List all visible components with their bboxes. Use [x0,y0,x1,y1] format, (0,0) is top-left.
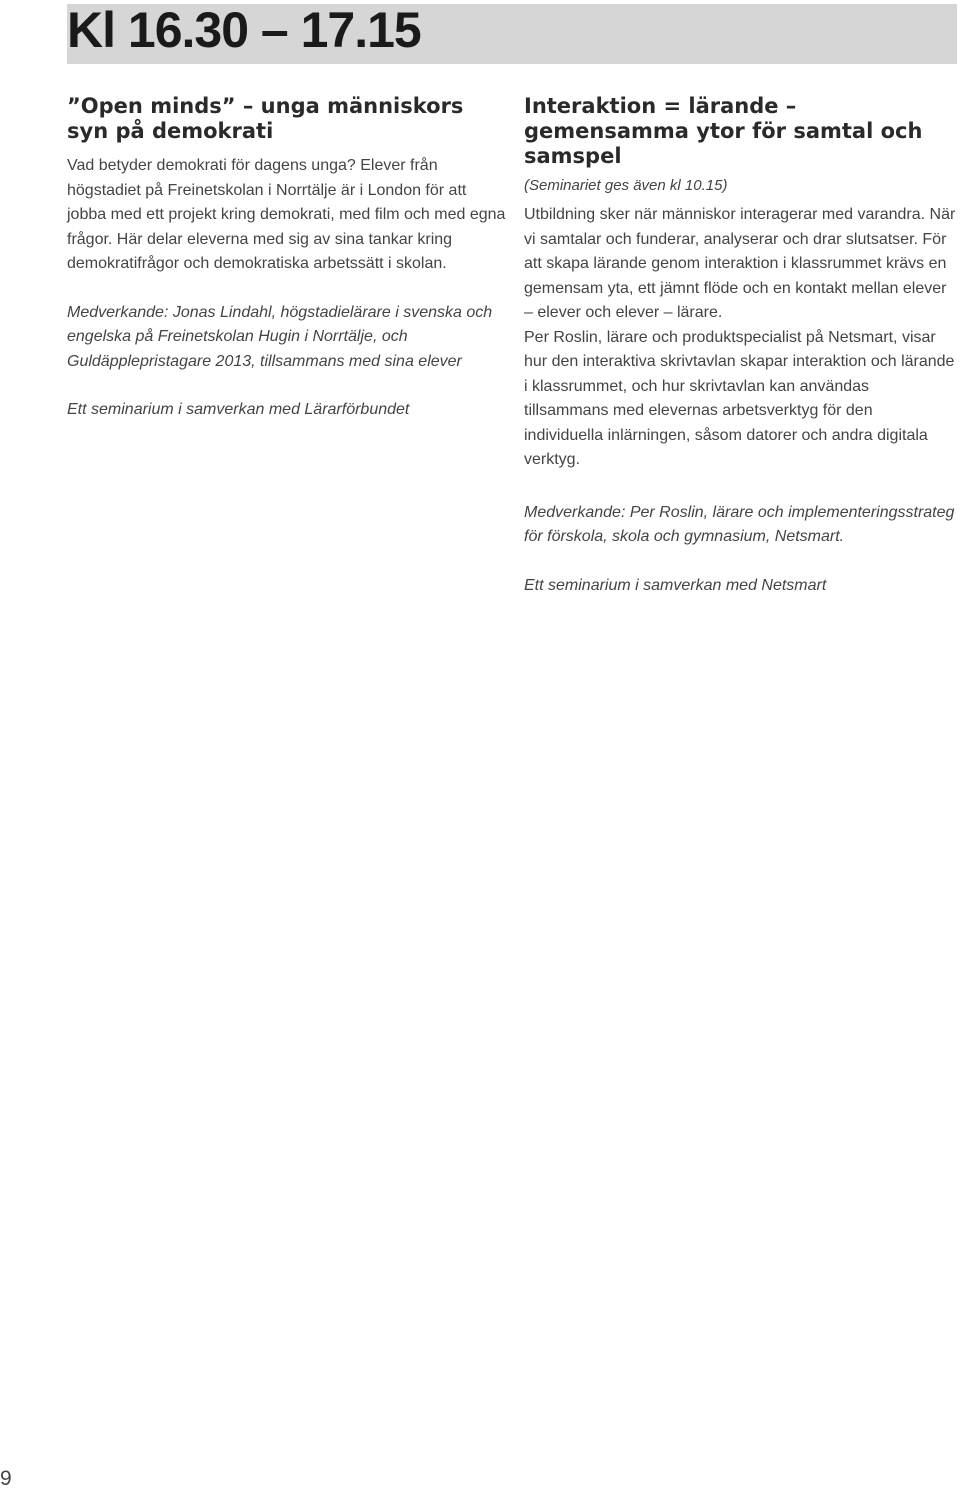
right-session-title: Interaktion = lärande – gemensamma ytor för samtal och samspel [524,94,923,168]
page-number: 9 [0,1467,12,1490]
left-session-partner: Ett seminarium i samverkan med Lärarförbundet [67,401,410,418]
right-session-note: (Seminariet ges även kl 10.15) [524,177,728,194]
right-session-paragraph-1: Utbildning sker när människor interagerar med varandra. När vi samtalar och funderar, analyserar och drar slutsatser. För att skapa lärande genom interaktion i klassrummet krävs en gemensam yta, ett jämnt flöde och en kontakt mellan elever – elever och elever – lärare. [524,206,956,321]
left-session-title: ”Open minds” – unga människors syn på demokrati [67,94,464,143]
right-session-partner: Ett seminarium i samverkan med Netsmart [524,576,827,594]
left-session-contributors: Medverkande: Jonas Lindahl, högstadielärare i svenska och engelska på Freinetskolan Hugin i Norrtälje, och Guldäpplepristagare 2013, tillsammans med sina elever [67,303,493,370]
right-session-paragraph-2: Per Roslin, lärare och produktspecialist på Netsmart, visar hur den interaktiva skrivtavlan skapar interaktion och lärande i klassrummet, och hur skrivtavlan kan användas tillsammans med elevernas arbetsverktyg för den individuella inlärningen, såsom datorer och andra digitala verktyg. [524,328,955,468]
left-session [67,94,507,423]
right-session-contributors: Medverkande: Per Roslin, lärare och implementeringsstrateg för förskola, skola och gymnasium, Netsmart. [524,503,955,545]
left-session-description: Vad betyder demokrati för dagens unga? Elever från högstadiet på Freinetskolan i Norrtälje är i London för att jobba med ett projekt kring demokrati, med film och med egna frågor. Här delar eleverna med sig av sina tankar kring demokratifrågor och demokratiska arbetssätt i skolan. [67,157,506,272]
right-session [524,94,956,598]
time-header-title: Kl 16.30 – 17.15 [67,2,421,58]
time-header-bar [67,4,957,64]
